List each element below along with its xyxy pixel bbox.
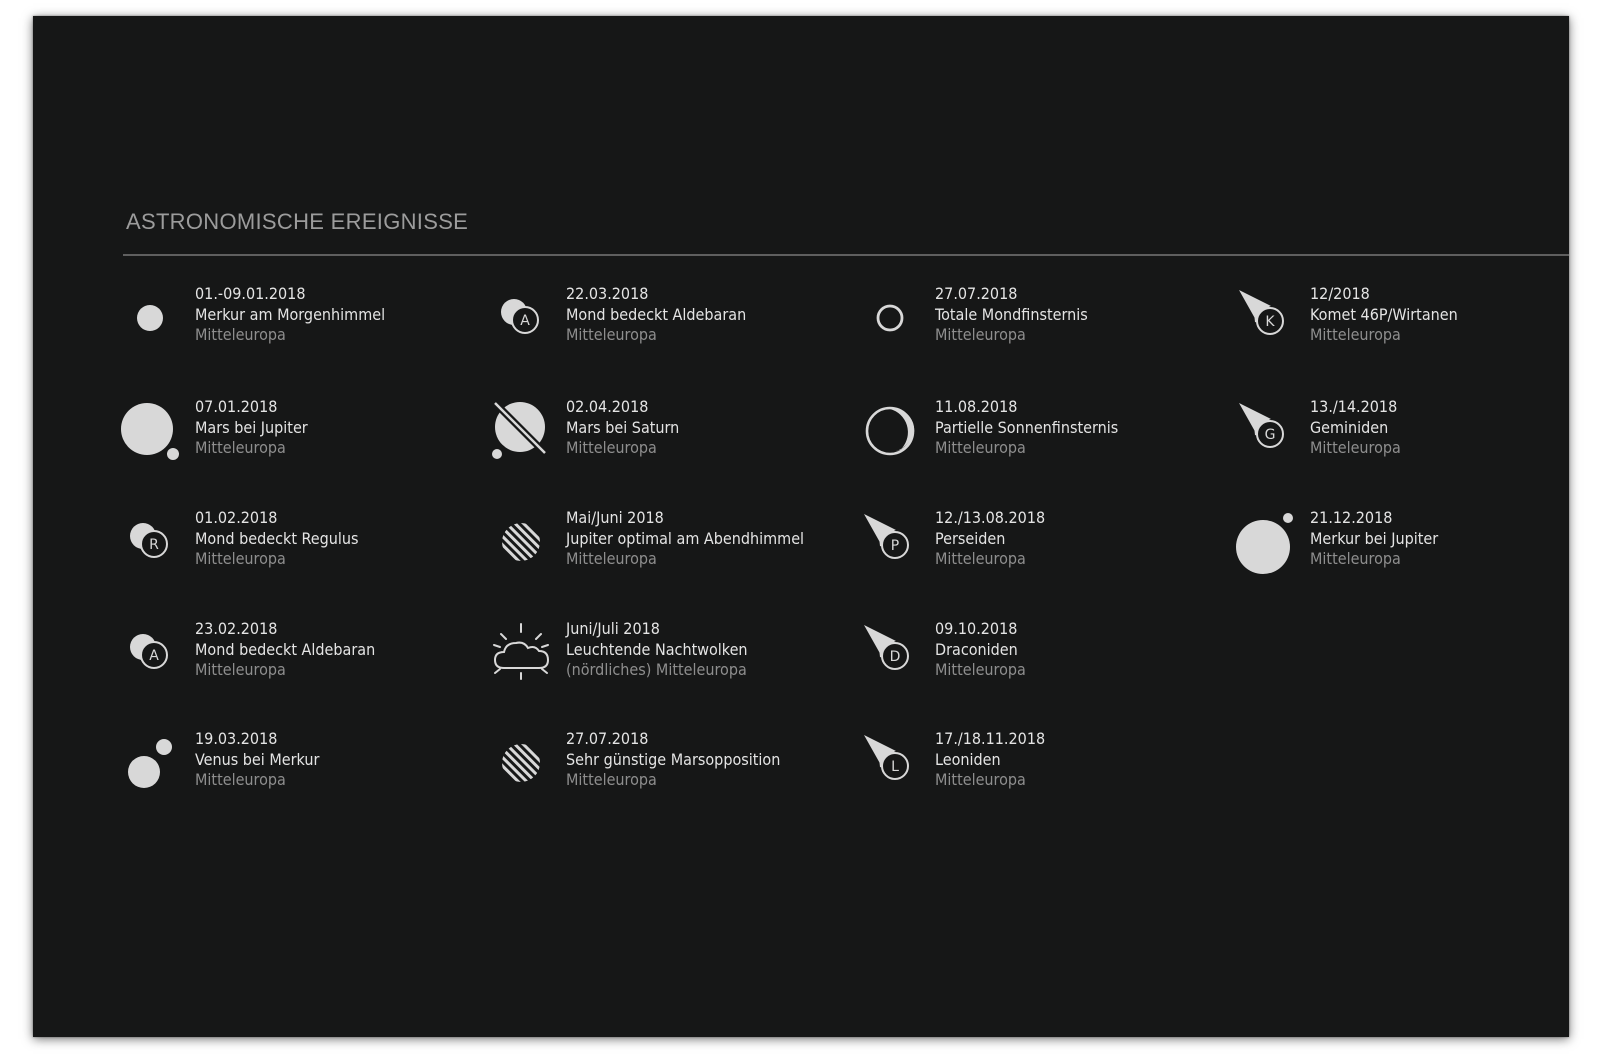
event-date: 09.10.2018 xyxy=(935,619,1018,638)
event-date: 01.-09.01.2018 xyxy=(195,284,306,303)
meteor-icon xyxy=(860,621,924,685)
event-item[interactable] xyxy=(120,621,480,691)
small-planet-icon xyxy=(120,286,184,350)
event-name: Mond bedeckt Regulus xyxy=(195,528,359,548)
event-name: Merkur am Morgenhimmel xyxy=(195,304,386,324)
occultation-icon xyxy=(120,621,184,685)
event-date: 02.04.2018 xyxy=(566,397,649,416)
event-date: 07.01.2018 xyxy=(195,397,278,416)
event-item[interactable] xyxy=(491,731,851,801)
meteor-icon xyxy=(860,510,924,574)
event-text xyxy=(1310,397,1401,459)
event-text xyxy=(566,284,746,346)
svg-text:R: R xyxy=(149,537,159,553)
event-name: Partielle Sonnenfinsternis xyxy=(935,417,1119,437)
event-item[interactable] xyxy=(491,510,851,580)
svg-text:P: P xyxy=(890,538,900,554)
event-date: Juni/Juli 2018 xyxy=(566,619,660,638)
saturn-conjunction-icon xyxy=(491,399,555,463)
event-name: Sehr günstige Marsopposition xyxy=(566,749,781,769)
event-region: Mitteleuropa xyxy=(566,438,657,457)
event-text xyxy=(935,619,1026,681)
event-name: Geminiden xyxy=(1310,417,1389,437)
event-item[interactable] xyxy=(860,399,1220,469)
lunar-eclipse-icon xyxy=(860,286,924,350)
event-date: 12/2018 xyxy=(1310,284,1370,303)
event-name: Totale Mondfinsternis xyxy=(935,304,1088,324)
svg-text:D: D xyxy=(889,649,901,665)
event-region: Mitteleuropa xyxy=(1310,438,1401,457)
event-date: 17./18.11.2018 xyxy=(935,729,1046,748)
planet-conjunction-icon xyxy=(120,399,184,463)
event-item[interactable] xyxy=(491,286,851,356)
event-text xyxy=(935,729,1045,791)
event-date: 12./13.08.2018 xyxy=(935,508,1046,527)
planet-pair-icon xyxy=(120,731,184,795)
event-region: Mitteleuropa xyxy=(566,549,657,568)
event-name: Merkur bei Jupiter xyxy=(1310,528,1439,548)
comet-icon xyxy=(1235,286,1299,350)
event-region: Mitteleuropa xyxy=(935,438,1026,457)
event-name: Leuchtende Nachtwolken xyxy=(566,639,748,659)
svg-text:G: G xyxy=(1264,427,1276,443)
event-text xyxy=(1310,284,1458,346)
event-item[interactable] xyxy=(491,621,851,691)
event-text xyxy=(195,729,319,791)
event-date: 27.07.2018 xyxy=(566,729,649,748)
event-date: Mai/Juni 2018 xyxy=(566,508,664,527)
section-title: ASTRONOMISCHE EREIGNISSE xyxy=(126,209,469,234)
event-item[interactable] xyxy=(1235,399,1569,469)
striped-planet-icon xyxy=(491,510,555,574)
event-region: Mitteleuropa xyxy=(935,660,1026,679)
event-item[interactable] xyxy=(860,286,1220,356)
event-date: 11.08.2018 xyxy=(935,397,1018,416)
event-region: Mitteleuropa xyxy=(195,770,286,789)
meteor-icon xyxy=(860,731,924,795)
event-item[interactable] xyxy=(120,731,480,801)
event-text xyxy=(195,397,308,459)
event-item[interactable] xyxy=(120,399,480,469)
cloud-sun-icon xyxy=(491,621,555,685)
svg-text:A: A xyxy=(520,313,530,329)
occultation-icon xyxy=(120,510,184,574)
solar-eclipse-icon xyxy=(860,399,924,463)
event-text xyxy=(935,508,1045,570)
occultation-icon xyxy=(491,286,555,350)
event-region: Mitteleuropa xyxy=(195,660,286,679)
event-item[interactable] xyxy=(860,510,1220,580)
event-name: Jupiter optimal am Abendhimmel xyxy=(566,528,805,548)
event-name: Komet 46P/Wirtanen xyxy=(1310,304,1458,324)
event-text xyxy=(195,619,375,681)
event-name: Mond bedeckt Aldebaran xyxy=(566,304,747,324)
event-text xyxy=(935,397,1118,459)
event-text xyxy=(935,284,1088,346)
event-region: Mitteleuropa xyxy=(935,770,1026,789)
striped-planet-icon xyxy=(491,731,555,795)
event-date: 27.07.2018 xyxy=(935,284,1018,303)
event-date: 13./14.2018 xyxy=(1310,397,1398,416)
event-text xyxy=(566,508,804,570)
event-name: Venus bei Merkur xyxy=(195,749,320,769)
dashboard-screen xyxy=(33,16,1569,1037)
event-region: Mitteleuropa xyxy=(1310,549,1401,568)
event-region: Mitteleuropa xyxy=(935,325,1026,344)
section-divider xyxy=(123,254,1569,256)
event-date: 23.02.2018 xyxy=(195,619,278,638)
event-item[interactable] xyxy=(120,510,480,580)
event-item[interactable] xyxy=(1235,510,1569,580)
event-region: Mitteleuropa xyxy=(566,770,657,789)
event-region: Mitteleuropa xyxy=(935,549,1026,568)
event-region: Mitteleuropa xyxy=(195,549,286,568)
event-region: Mitteleuropa xyxy=(195,438,286,457)
event-text xyxy=(195,508,359,570)
event-text xyxy=(566,397,679,459)
svg-text:K: K xyxy=(1265,314,1275,330)
event-text xyxy=(566,729,780,791)
event-item[interactable] xyxy=(491,399,851,469)
event-item[interactable] xyxy=(120,286,480,356)
meteor-icon xyxy=(1235,399,1299,463)
event-item[interactable] xyxy=(1235,286,1569,356)
event-region: (nördliches) Mitteleuropa xyxy=(566,660,747,679)
event-item[interactable] xyxy=(860,621,1220,691)
event-text xyxy=(195,284,385,346)
svg-text:A: A xyxy=(149,648,159,664)
event-name: Perseiden xyxy=(935,528,1006,548)
event-date: 19.03.2018 xyxy=(195,729,278,748)
event-region: Mitteleuropa xyxy=(566,325,657,344)
event-name: Mars bei Jupiter xyxy=(195,417,308,437)
planet-conjunction-reverse-icon xyxy=(1235,510,1299,574)
event-date: 22.03.2018 xyxy=(566,284,649,303)
event-region: Mitteleuropa xyxy=(195,325,286,344)
svg-text:L: L xyxy=(891,759,899,775)
event-name: Mond bedeckt Aldebaran xyxy=(195,639,376,659)
event-name: Mars bei Saturn xyxy=(566,417,680,437)
event-text xyxy=(1310,508,1438,570)
event-name: Draconiden xyxy=(935,639,1018,659)
event-region: Mitteleuropa xyxy=(1310,325,1401,344)
event-date: 01.02.2018 xyxy=(195,508,278,527)
event-text xyxy=(566,619,748,681)
event-name: Leoniden xyxy=(935,749,1001,769)
event-date: 21.12.2018 xyxy=(1310,508,1393,527)
event-item[interactable] xyxy=(860,731,1220,801)
